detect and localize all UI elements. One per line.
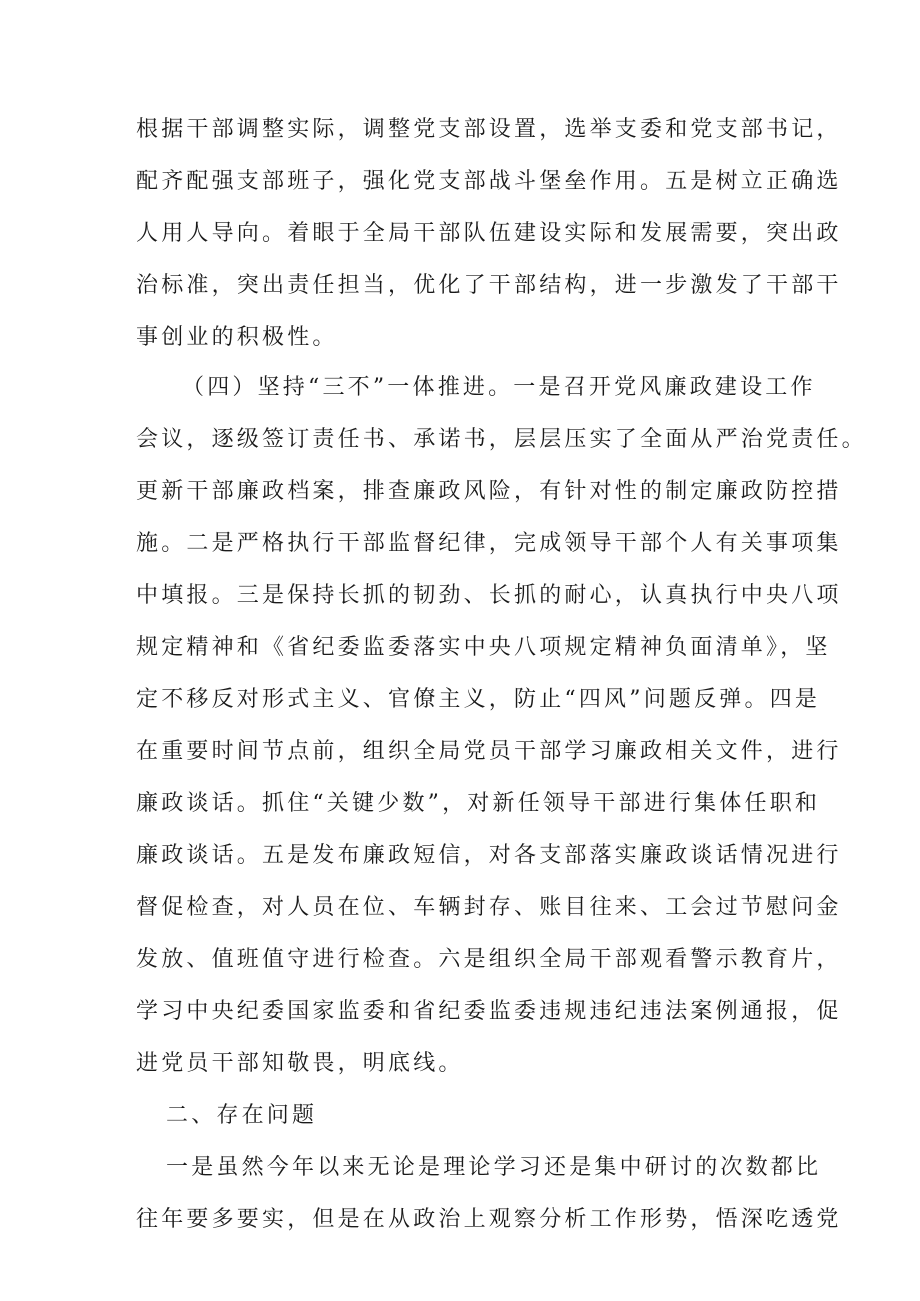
- text-line: 往年要多要实，但是在从政治上观察分析工作形势，悟深吃透党: [136, 1207, 842, 1232]
- text-line: 在重要时间节点前，组织全局党员干部学习廉政相关文件，进行: [136, 739, 842, 764]
- text-line: 根据干部调整实际，调整党支部设置，选举支委和党支部书记，: [136, 117, 842, 142]
- text-line: 督促检查，对人员在位、车辆封存、账目往来、工会过节慰问金: [136, 895, 842, 920]
- text-line: 中填报。三是保持长抓的韧劲、长抓的耐心，认真执行中央八项: [136, 583, 842, 608]
- text-line: （四）坚持“三不”一体推进。一是召开党风廉政建设工作: [182, 375, 816, 400]
- text-line: 廉政谈话。五是发布廉政短信，对各支部落实廉政谈话情况进行: [136, 843, 842, 868]
- text-line: 事创业的积极性。: [136, 325, 338, 350]
- text-line: 发放、值班值守进行检查。六是组织全局干部观看警示教育片，: [136, 947, 842, 972]
- text-line: 一是虽然今年以来无论是理论学习还是集中研讨的次数都比: [166, 1155, 822, 1180]
- text-line: 更新干部廉政档案，排查廉政风险，有针对性的制定廉政防控措: [136, 479, 842, 504]
- text-line: 施。二是严格执行干部监督纪律，完成领导干部个人有关事项集: [136, 531, 842, 556]
- text-line: 会议，逐级签订责任书、承诺书，层层压实了全面从严治党责任。: [136, 427, 867, 452]
- text-line: 定不移反对形式主义、官僚主义，防止“四风”问题反弹。四是: [136, 687, 821, 712]
- text-line: 规定精神和《省纪委监委落实中央八项规定精神负面清单》，坚: [136, 635, 831, 660]
- section-heading: 二、存在问题: [166, 1103, 318, 1128]
- text-line: 学习中央纪委国家监委和省纪委监委违规违纪违法案例通报，促: [136, 999, 842, 1024]
- text-line: 进党员干部知敬畏，明底线。: [136, 1051, 464, 1076]
- text-line: 配齐配强支部班子，强化党支部战斗堡垒作用。五是树立正确选: [136, 169, 842, 194]
- text-line: 廉政谈话。抓住“关键少数”，对新任领导干部进行集体任职和: [136, 791, 821, 816]
- text-line: 人用人导向。着眼于全局干部队伍建设实际和发展需要，突出政: [136, 221, 842, 246]
- text-line: 治标准，突出责任担当，优化了干部结构，进一步激发了干部干: [136, 273, 842, 298]
